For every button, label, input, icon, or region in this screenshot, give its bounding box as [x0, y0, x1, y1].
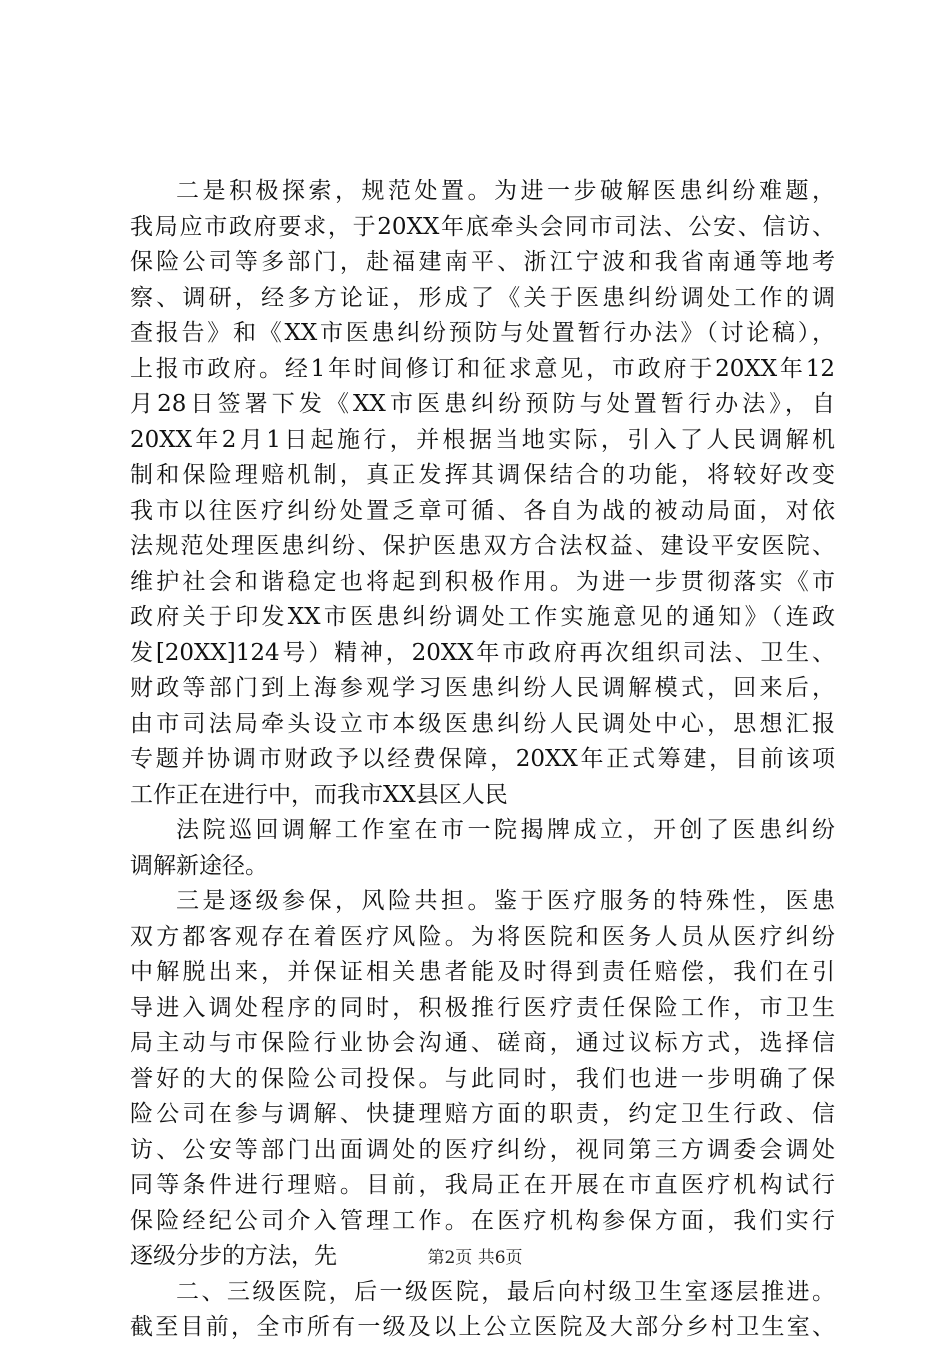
text-line: 察、调研，经多方论证，形成了《关于医患纠纷调处工作的调	[130, 284, 835, 311]
text-line: 局主动与市保险行业协会沟通、磋商，通过议标方式，选择信	[130, 1030, 835, 1056]
text-line: 政府关于印发XX市医患纠纷调处工作实施意见的通知》（连政	[130, 604, 835, 630]
text-line: 三是逐级参保，风险共担。鉴于医疗服务的特殊性，医患	[176, 888, 835, 914]
text-line: 保险公司等多部门，赴福建南平、浙江宁波和我省南通等地考	[130, 249, 835, 275]
text-line: 法规范处理医患纠纷、保护医患双方合法权益、建设平安医院、	[130, 533, 835, 559]
text-line: 誉好的大的保险公司投保。与此同时，我们也进一步明确了保	[130, 1065, 835, 1092]
page-footer: 第2页 共6页	[427, 1248, 523, 1268]
text-line: 险公司在参与调解、快捷理赔方面的职责，约定卫生行政、信	[130, 1101, 835, 1127]
text-line: 保险经纪公司介入管理工作。在医疗机构参保方面，我们实行	[130, 1207, 835, 1234]
text-line: 由市司法局牵头设立市本级医患纠纷人民调处中心，思想汇报	[130, 710, 835, 737]
text-line: 导进入调处程序的同时，积极推行医疗责任保险工作，市卫生	[130, 994, 835, 1021]
text-line: 调解新途径。	[130, 852, 268, 879]
text-line: 我市以往医疗纠纷处置乏章可循、各自为战的被动局面，对依	[130, 497, 835, 524]
text-line: 访、公安等部门出面调处的医疗纠纷，视同第三方调委会调处	[130, 1136, 835, 1163]
text-line: 月28日签署下发《XX市医患纠纷预防与处置暂行办法》，自	[130, 391, 835, 417]
text-line: 法院巡回调解工作室在市一院揭牌成立，开创了医患纠纷	[176, 817, 835, 843]
text-line: 维护社会和谐稳定也将起到积极作用。为进一步贯彻落实《市	[130, 568, 835, 595]
text-line: 制和保险理赔机制，真正发挥其调保结合的功能，将较好改变	[130, 462, 835, 488]
text-line: 发[20XX]124号）精神，20XX年市政府再次组织司法、卫生、	[130, 639, 835, 666]
text-line: 20XX年2月1日起施行，并根据当地实际，引入了人民调解机	[130, 426, 835, 453]
text-line: 工作正在进行中，而我市XX县区人民	[130, 781, 508, 808]
text-line: 截至目前，全市所有一级及以上公立医院及大部分乡村卫生室、	[130, 1314, 835, 1340]
text-line: 同等条件进行理赔。目前，我局正在开展在市直医疗机构试行	[130, 1172, 835, 1198]
text-line: 财政等部门到上海参观学习医患纠纷人民调解模式，回来后，	[130, 675, 835, 701]
text-line: 我局应市政府要求，于20XX年底牵头会同市司法、公安、信访、	[130, 213, 835, 240]
text-line: 二、三级医院，后一级医院，最后向村级卫生室逐层推进。	[176, 1278, 835, 1305]
text-line: 逐级分步的方法，先	[130, 1243, 337, 1269]
text-line: 双方都客观存在着医疗风险。为将医院和医务人员从医疗纠纷	[130, 923, 835, 950]
text-line: 二是积极探索，规范处置。为进一步破解医患纠纷难题，	[176, 178, 835, 204]
text-line: 上报市政府。经1年时间修订和征求意见，市政府于20XX年12	[130, 355, 835, 382]
text-line: 查报告》和《XX市医患纠纷预防与处置暂行办法》（讨论稿），	[130, 320, 835, 346]
text-line: 专题并协调市财政予以经费保障，20XX年正式筹建，目前该项	[130, 746, 835, 772]
document-body	[130, 174, 835, 1346]
text-line: 中解脱出来，并保证相关患者能及时得到责任赔偿，我们在引	[130, 959, 835, 985]
